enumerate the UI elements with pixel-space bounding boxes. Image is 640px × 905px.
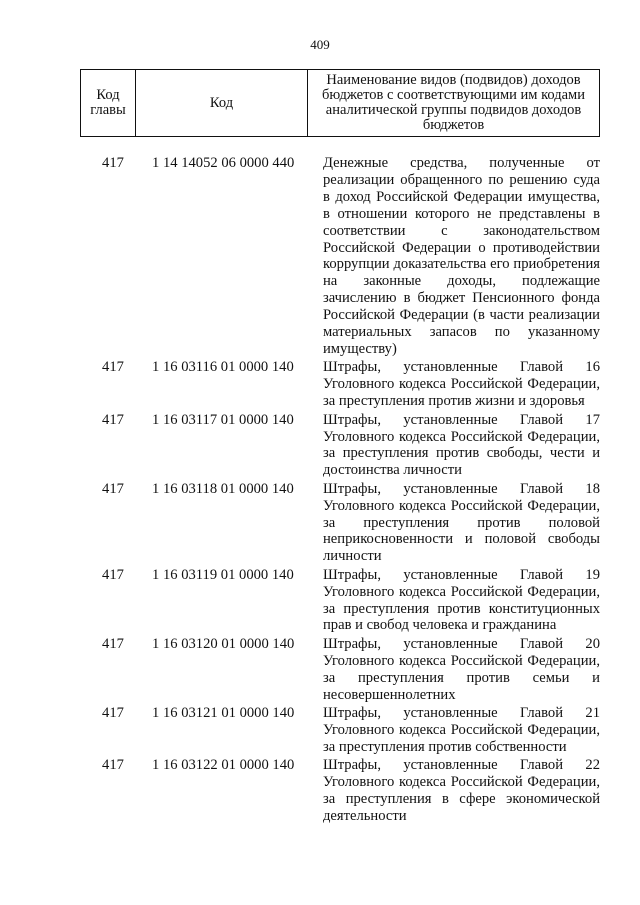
income-description: Штрафы, установленные Главой 16 Уголовного кодекса Российской Федерации, за преступления против жизни и здоровья	[323, 359, 600, 410]
header-name: Наименование видов (подвидов) доходов бюджетов с соответствующими им кодами аналитической группы подвидов доходов бюджетов	[308, 70, 600, 137]
income-code: 1 16 03118 01 0000 140	[152, 480, 294, 497]
chapter-code: 417	[102, 359, 124, 376]
income-description: Штрафы, установленные Главой 18 Уголовного кодекса Российской Федерации, за преступления против половой неприкосновенности и половой свободы личности	[323, 480, 600, 565]
chapter-code: 417	[102, 411, 124, 428]
table-body	[80, 155, 600, 826]
chapter-code: 417	[102, 705, 124, 721]
income-description: Штрафы, установленные Главой 22 Уголовного кодекса Российской Федерации, за преступления в сфере экономической деятельности	[323, 757, 600, 824]
table-row	[80, 412, 600, 480]
income-code: 1 16 03121 01 0000 140	[152, 705, 295, 721]
table-row	[80, 636, 600, 704]
income-description: Денежные средства, полученные от реализации обращенного по решению суда в доход Российской Федерации имущества, в отношении которого не представлены в соответствии с законодательством Российской Федерации о противодействии коррупции доказательства его приобретения на законные доходы, подлежащие зачислению в бюджет Пенсионного фонда Российской Федерации (в части реализации материальных запасов по указанному имуществу)	[323, 155, 600, 357]
table-row	[80, 155, 600, 358]
income-description: Штрафы, установленные Главой 20 Уголовного кодекса Российской Федерации, за преступления против семьи и несовершеннолетних	[323, 635, 600, 703]
chapter-code: 417	[102, 757, 124, 774]
income-description: Штрафы, установленные Главой 21 Уголовного кодекса Российской Федерации, за преступления против собственности	[323, 705, 600, 755]
income-code: 1 16 03120 01 0000 140	[152, 635, 295, 652]
income-code: 1 16 03119 01 0000 140	[152, 566, 294, 583]
income-description: Штрафы, установленные Главой 19 Уголовного кодекса Российской Федерации, за преступления против конституционных прав и свобод человека и гражданина	[323, 566, 600, 634]
table-row	[80, 481, 600, 566]
income-description: Штрафы, установленные Главой 17 Уголовного кодекса Российской Федерации, за преступления против свободы, чести и достоинства личности	[323, 411, 600, 479]
table-header	[80, 69, 600, 137]
table-row	[80, 567, 600, 635]
income-code: 1 14 14052 06 0000 440	[152, 155, 295, 171]
chapter-code: 417	[102, 155, 124, 171]
page-number: 409	[310, 37, 330, 52]
income-code: 1 16 03116 01 0000 140	[152, 359, 294, 376]
chapter-code: 417	[102, 566, 124, 583]
table-row	[80, 359, 600, 410]
header-chapter-code: Код главы	[81, 70, 136, 137]
chapter-code: 417	[102, 480, 124, 497]
income-code: 1 16 03122 01 0000 140	[152, 757, 295, 774]
table-row	[80, 757, 600, 825]
chapter-code: 417	[102, 635, 124, 652]
table-row	[80, 705, 600, 756]
income-code: 1 16 03117 01 0000 140	[152, 411, 294, 428]
header-code: Код	[136, 70, 308, 137]
